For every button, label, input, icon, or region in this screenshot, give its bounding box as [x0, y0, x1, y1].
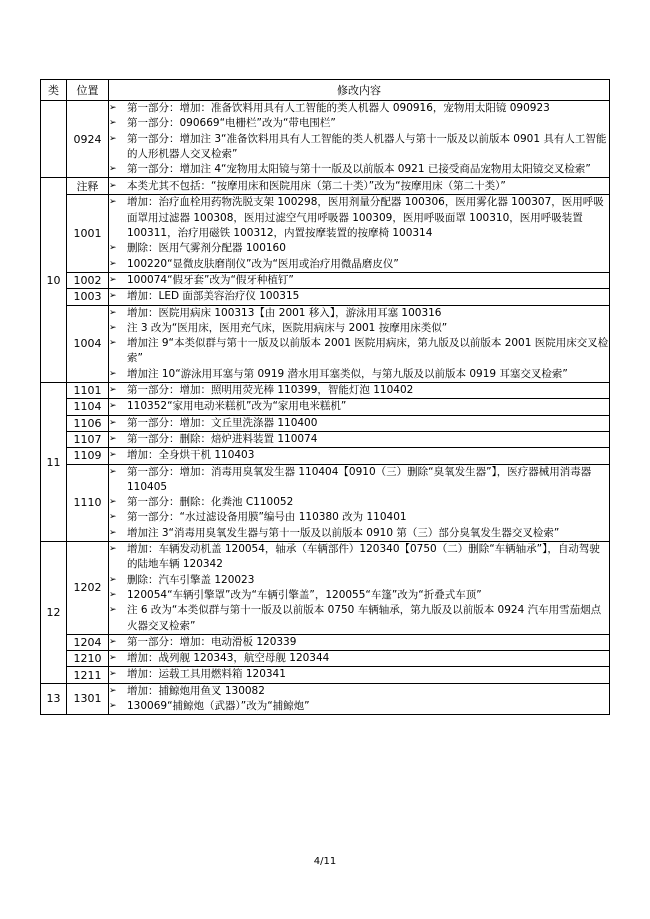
table-row: [41, 289, 610, 305]
item-text: 120054“车辆引擎罩”改为“车辆引擎盖”，120055“车篷”改为“折叠式车顶”: [127, 588, 482, 601]
list-item: [109, 416, 609, 431]
list-item: [109, 383, 609, 398]
position-cell: 1106: [67, 415, 109, 431]
list-item: [109, 526, 609, 541]
list-item: [109, 273, 609, 288]
item-text: 130069“捕鲸炮（武器）”改为“捕鲸炮”: [127, 699, 310, 712]
position-cell: 注释: [67, 178, 109, 195]
list-item: [109, 448, 609, 463]
content-cell: [109, 101, 610, 178]
arrow-bullet-icon: ➢: [109, 700, 117, 711]
content-cell: [109, 634, 610, 650]
list-item: [109, 495, 609, 510]
table-row: [41, 464, 610, 541]
table-row: [41, 683, 610, 715]
item-text: 第一部分：增加注 3“准备饮料用具有人工智能的类人机器人与第十一版及以前版本 0901 具有人工智能的人形机器人交叉检索”: [127, 132, 607, 160]
position-cell: 1109: [67, 448, 109, 464]
item-text: 第一部分：090669“电栅栏”改为“带电围栏”: [127, 117, 336, 130]
arrow-bullet-icon: ➢: [109, 164, 117, 175]
arrow-bullet-icon: ➢: [109, 497, 117, 508]
content-cell: [109, 683, 610, 715]
revision-table: [40, 79, 610, 715]
position-cell: 1107: [67, 431, 109, 447]
item-text: 第一部分：增加：文丘里洗涤器 110400: [127, 416, 318, 429]
table-row: [41, 272, 610, 288]
header-position: 位置: [67, 80, 109, 101]
item-text: 第一部分：删除：焙炉进料装置 110074: [127, 432, 318, 445]
item-text: 第一部分：“水过滤设备用膜”编号由 110380 改为 110401: [127, 511, 407, 524]
item-text: 增加：医院用病床 100313【由 2001 移入】，游泳用耳塞 100316: [127, 306, 442, 319]
item-text: 注 6 改为“本类似群与第十一版及以前版本 0750 车辆轴承，第九版及以前版本 0924 汽车用雪茄烟点火器交叉检索”: [127, 604, 602, 632]
item-text: 增加：战列舰 120343，航空母舰 120344: [127, 652, 330, 665]
content-cell: [109, 542, 610, 635]
content-cell: [109, 289, 610, 305]
arrow-bullet-icon: ➢: [109, 322, 117, 333]
position-cell: 1202: [67, 542, 109, 635]
list-item: [109, 132, 609, 163]
list-item: [109, 306, 609, 321]
list-item: [109, 195, 609, 241]
arrow-bullet-icon: ➢: [109, 103, 117, 113]
list-item: [109, 289, 609, 304]
item-text: 增加：治疗血栓用药物洗脱支架 100298，医用剂量分配器 100306，医用雾化器 100307，医用呼吸面罩用过滤器 100308，医用过滤空气用呼吸器 100309，医用呼吸面罩 100310，医用呼吸装置 100311，治疗用磁铁 100312，内置按摩装置的按摩椅 100314: [127, 196, 604, 240]
arrow-bullet-icon: ➢: [109, 368, 117, 379]
list-item: [109, 336, 609, 367]
arrow-bullet-icon: ➢: [109, 197, 117, 208]
arrow-bullet-icon: ➢: [109, 180, 117, 191]
item-text: 100220“显微皮肤磨削仪”改为“医用或治疗用微晶磨皮仪”: [127, 257, 399, 270]
content-cell: [109, 431, 610, 447]
content-cell: [109, 272, 610, 288]
position-cell: 1301: [67, 683, 109, 715]
position-cell: 1001: [67, 195, 109, 272]
item-text: 第一部分：删除：化粪池 C110052: [127, 496, 294, 509]
position-cell: 1101: [67, 383, 109, 399]
arrow-bullet-icon: ➢: [109, 133, 117, 144]
arrow-bullet-icon: ➢: [109, 338, 117, 349]
item-text: 增加：LED 面部美容治疗仪 100315: [127, 290, 300, 303]
table-row: [41, 448, 610, 464]
position-cell: 1210: [67, 651, 109, 667]
header-row: [41, 80, 610, 101]
content-cell: [109, 448, 610, 464]
table-row: [41, 542, 610, 635]
item-text: 110352“家用电动米糕机”改为“家用电米糕机”: [127, 400, 347, 413]
table-row: [41, 305, 610, 382]
item-text: 本类尤其不包括：“按摩用床和医院用床（第二十类）”改为“按摩用床（第二十类）”: [127, 179, 506, 192]
position-cell: 1004: [67, 305, 109, 382]
header-content: 修改内容: [109, 80, 610, 101]
content-cell: [109, 651, 610, 667]
content-cell: [109, 195, 610, 272]
arrow-bullet-icon: ➢: [109, 466, 117, 477]
position-cell: 1002: [67, 272, 109, 288]
item-text: 增加注 9“本类似群与第十一版及以前版本 2001 医院用病床，第九版及以前版本 2001 医院用床交叉检索”: [127, 337, 609, 365]
position-cell: 1110: [67, 464, 109, 541]
arrow-bullet-icon: ➢: [109, 636, 117, 647]
position-cell: 1104: [67, 399, 109, 415]
list-item: [109, 651, 609, 666]
arrow-bullet-icon: ➢: [109, 417, 117, 428]
item-text: 第一部分：增加：消毒用臭氧发生器 110404【0910（三）删除“臭氧发生器”】，医疗器械用消毒器 110405: [127, 465, 592, 493]
category-cell: 10: [41, 178, 67, 383]
item-text: 第一部分：增加：准备饮料用具有人工智能的类人机器人 090916，宠物用太阳镜 090923: [127, 102, 550, 114]
arrow-bullet-icon: ➢: [109, 401, 117, 412]
item-text: 删除：医用气雾剂分配器 100160: [127, 242, 286, 255]
item-text: 第一部分：增加：电动滑板 120339: [127, 635, 297, 648]
content-cell: [109, 383, 610, 399]
arrow-bullet-icon: ➢: [109, 118, 117, 129]
arrow-bullet-icon: ➢: [109, 243, 117, 254]
category-cell: 13: [41, 683, 67, 715]
content-cell: [109, 305, 610, 382]
table-row: [41, 651, 610, 667]
item-text: 增加：全身烘干机 110403: [127, 449, 255, 462]
item-text: 删除：汽车引擎盖 120023: [127, 573, 255, 586]
list-item: [109, 573, 609, 588]
arrow-bullet-icon: ➢: [109, 544, 117, 555]
arrow-bullet-icon: ➢: [109, 653, 117, 664]
arrow-bullet-icon: ➢: [109, 274, 117, 285]
position-cell: 0924: [67, 101, 109, 178]
arrow-bullet-icon: ➢: [109, 527, 117, 538]
table-row: [41, 667, 610, 683]
arrow-bullet-icon: ➢: [109, 291, 117, 302]
content-cell: [109, 399, 610, 415]
content-cell: [109, 667, 610, 683]
list-item: [109, 510, 609, 525]
list-item: [109, 367, 609, 382]
list-item: [109, 241, 609, 256]
arrow-bullet-icon: ➢: [109, 512, 117, 523]
list-item: [109, 399, 609, 414]
list-item: [109, 101, 609, 116]
arrow-bullet-icon: ➢: [109, 589, 117, 600]
content-cell: [109, 178, 610, 195]
category-cell: 12: [41, 542, 67, 684]
list-item: [109, 321, 609, 336]
item-text: 注 3 改为“医用床，医用充气床，医院用病床与 2001 按摩用床类似”: [127, 321, 448, 334]
item-text: 第一部分：增加：照明用荧光棒 110399，智能灯泡 110402: [127, 384, 414, 397]
item-text: 增加：捕鲸炮用鱼叉 130082: [127, 684, 265, 697]
table-row: [41, 383, 610, 399]
page-number: 4/11: [313, 856, 337, 867]
arrow-bullet-icon: ➢: [109, 669, 117, 680]
category-cell: 11: [41, 383, 67, 542]
list-item: [109, 699, 609, 714]
list-item: [109, 179, 609, 194]
item-text: 增加注 10“游泳用耳塞与第 0919 潜水用耳塞类似，与第九版及以前版本 0919 耳塞交叉检索”: [127, 367, 568, 380]
item-text: 增加：运载工具用燃料箱 120341: [127, 668, 286, 681]
table-row: [41, 178, 610, 195]
list-item: [109, 432, 609, 447]
content-cell: [109, 464, 610, 541]
table-row: [41, 634, 610, 650]
position-cell: 1003: [67, 289, 109, 305]
table-row: [41, 431, 610, 447]
list-item: [109, 684, 609, 699]
item-text: 100074“假牙套”改为“假牙种植钉”: [127, 273, 294, 286]
arrow-bullet-icon: ➢: [109, 258, 117, 269]
arrow-bullet-icon: ➢: [109, 385, 117, 396]
category-cell: [41, 101, 67, 178]
arrow-bullet-icon: ➢: [109, 433, 117, 444]
list-item: [109, 257, 609, 272]
item-text: 增加：车辆发动机盖 120054，轴承（车辆部件）120340【0750（二）删除“车辆轴承”】，自动驾驶的陆地车辆 120342: [127, 543, 600, 571]
list-item: [109, 603, 609, 634]
list-item: [109, 162, 609, 177]
list-item: [109, 635, 609, 650]
list-item: [109, 667, 609, 682]
arrow-bullet-icon: ➢: [109, 307, 117, 318]
table-row: [41, 415, 610, 431]
list-item: [109, 542, 609, 573]
arrow-bullet-icon: ➢: [109, 685, 117, 696]
list-item: [109, 116, 609, 131]
arrow-bullet-icon: ➢: [109, 574, 117, 585]
arrow-bullet-icon: ➢: [109, 450, 117, 461]
table-row: [41, 195, 610, 272]
table-row: [41, 399, 610, 415]
item-text: 增加注 3“消毒用臭氧发生器与第十一版及以前版本 0910 第（三）部分臭氧发生器交叉检索”: [127, 526, 560, 539]
item-text: 第一部分：增加注 4“宠物用太阳镜与第十一版及以前版本 0921 已接受商品宠物用太阳镜交叉检索”: [127, 163, 591, 176]
list-item: [109, 588, 609, 603]
content-cell: [109, 415, 610, 431]
position-cell: 1204: [67, 634, 109, 650]
header-category: 类: [41, 80, 67, 101]
list-item: [109, 465, 609, 496]
table-row: [41, 101, 610, 178]
arrow-bullet-icon: ➢: [109, 605, 117, 616]
position-cell: 1211: [67, 667, 109, 683]
